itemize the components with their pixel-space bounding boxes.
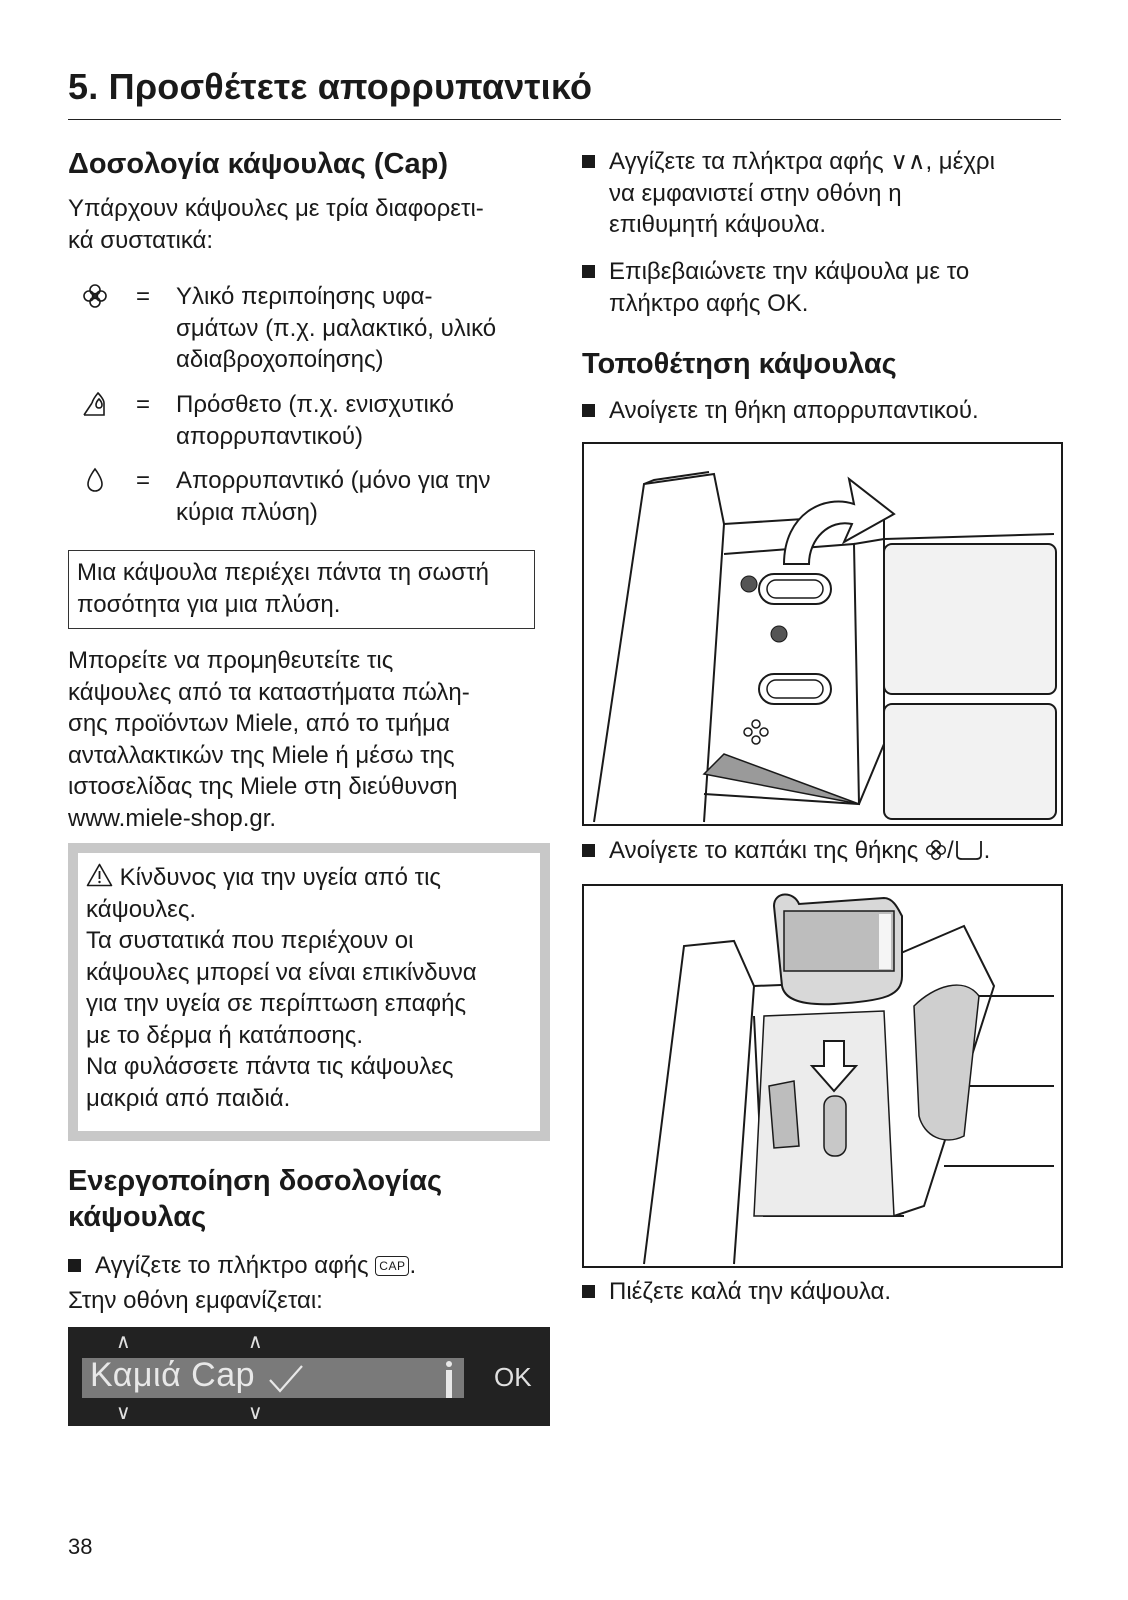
display-up-arrow-2[interactable]: ∧ (248, 1331, 263, 1353)
flower-icon (925, 839, 947, 861)
display-text: Καμιά Cap (90, 1356, 256, 1394)
additive-drop-icon (82, 391, 108, 417)
capsule-insert-illustration (582, 884, 1063, 1268)
page-title: 5. Προσθέτετε απορρυπαντικό (68, 66, 593, 107)
activate-heading: Ενεργοποίηση δοσολογίας κάψουλας (68, 1165, 443, 1233)
display-up-arrow-1[interactable]: ∧ (116, 1331, 131, 1353)
warning-text: Κίνδυνος για την υγεία από τις κάψουλες. Τα συστατικά που περιέχουν οι κάψουλες μπορεί να είναι επικίνδυνα για την υγεία σε περίπτωση επαφής με το δέρμα ή κατάποσης. Να φυλάσσετε πάντα τις κάψουλες μακριά από παιδιά. (86, 864, 477, 1112)
display-ok-button[interactable]: OK (494, 1362, 532, 1392)
display-check-icon (268, 1364, 304, 1394)
cap-key-icon: CAP (375, 1256, 409, 1276)
insert-heading: Τοποθέτηση κάψουλας (582, 348, 897, 380)
display-down-arrow-1[interactable]: ∨ (116, 1402, 131, 1424)
cap-dosing-heading: Δοσολογία κάψουλας (Cap) (68, 148, 448, 180)
drop-icon (82, 467, 108, 493)
intro-text: Υπάρχουν κάψουλες με τρία διαφορετι- κά συστατικά: (68, 195, 484, 254)
drawer-illustration (582, 442, 1063, 826)
note-box: Μια κάψουλα περιέχει πάντα τη σωστή ποσότητα για μια πλύση. (68, 550, 535, 629)
page-number: 38 (68, 1534, 93, 1559)
display-down-arrow-2[interactable]: ∨ (248, 1402, 263, 1424)
compartment-icon (954, 839, 984, 861)
flower-icon (82, 283, 108, 309)
title-divider (68, 119, 1061, 120)
display-intro: Στην οθόνη εμφανίζεται: (68, 1287, 323, 1314)
display-info-icon[interactable] (443, 1360, 455, 1400)
warning-triangle-icon (86, 863, 113, 887)
purchase-info: Μπορείτε να προμηθευτείτε τις κάψουλες από τα καταστήματα πώλη- σης προϊόντων Miele, από το τμήμα ανταλλακτικών της Miele ή μέσω της ιστοσελίδας της Miele στη διεύθυνση www.miele-shop.gr. (68, 647, 470, 832)
